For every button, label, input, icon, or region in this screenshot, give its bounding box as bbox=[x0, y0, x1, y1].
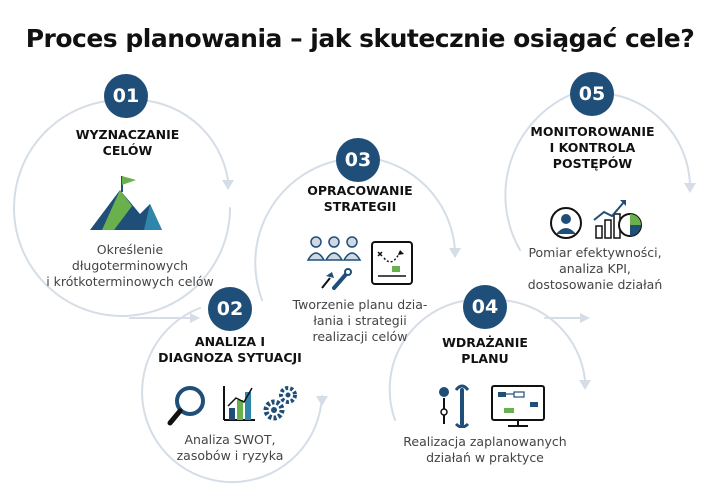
user-icon bbox=[549, 206, 583, 240]
arrow-head-icon bbox=[580, 313, 590, 323]
arrow-head-icon bbox=[579, 380, 591, 390]
step-05-badge: 05 bbox=[570, 72, 614, 116]
heading-line: ANALIZA I bbox=[194, 334, 266, 349]
strategy-board-icon bbox=[370, 240, 414, 286]
description-line: długoterminowych bbox=[71, 258, 189, 273]
step-01-badge: 01 bbox=[104, 74, 148, 118]
heading-line: CELÓW bbox=[102, 143, 153, 158]
heading-line: PLANU bbox=[461, 351, 509, 366]
heading-line: MONITOROWANIE bbox=[530, 124, 655, 139]
step-04-description bbox=[395, 434, 575, 466]
heading-line: WDRAŻANIE bbox=[442, 335, 528, 350]
flowchart-monitor-icon bbox=[490, 384, 546, 428]
step-01-description bbox=[35, 242, 225, 290]
page-title: Proces planowania – jak skutecznie osiągać cele? bbox=[25, 24, 695, 53]
mountain-flag-icon bbox=[88, 172, 164, 234]
bar-chart-icon bbox=[222, 384, 256, 422]
description-line: Analiza SWOT, bbox=[184, 432, 276, 447]
heading-line: WYZNACZANIE bbox=[75, 127, 180, 142]
description-line: Pomiar efektywności, bbox=[528, 245, 662, 260]
heading-line: OPRACOWANIE bbox=[307, 183, 413, 198]
description-line: Określenie bbox=[96, 242, 164, 257]
tools-icon bbox=[318, 266, 352, 292]
arrow-head-icon bbox=[222, 180, 234, 190]
description-line: Realizacja zaplanowanych bbox=[403, 434, 567, 449]
step-01-heading bbox=[40, 127, 215, 159]
step-04-badge: 04 bbox=[463, 285, 507, 329]
arrow-head-icon bbox=[684, 183, 696, 193]
step-02-badge: 02 bbox=[208, 287, 252, 331]
team-icon bbox=[306, 234, 362, 264]
description-line: łania i strategii bbox=[313, 313, 407, 328]
step-03-heading bbox=[285, 183, 435, 215]
step-03-badge: 03 bbox=[336, 138, 380, 182]
description-line: realizacji celów bbox=[312, 329, 408, 344]
description-line: analiza KPI, bbox=[559, 261, 631, 276]
step-05-heading bbox=[520, 124, 665, 172]
description-line: zasobów i ryzyka bbox=[176, 448, 284, 463]
step-05-description bbox=[515, 245, 675, 293]
magnifier-icon bbox=[166, 383, 210, 427]
description-line: Tworzenie planu dzia- bbox=[292, 297, 428, 312]
arrow-head-icon bbox=[316, 396, 328, 406]
description-line: i krótkoterminowych celów bbox=[46, 274, 214, 289]
heading-line: POSTĘPÓW bbox=[552, 156, 633, 171]
gears-icon bbox=[262, 384, 298, 422]
step-04-heading bbox=[420, 335, 550, 367]
heading-line: DIAGNOZA SYTUACJI bbox=[158, 350, 302, 365]
person-tools-icon bbox=[436, 384, 476, 428]
step-02-description bbox=[150, 432, 310, 464]
step-03-description bbox=[282, 297, 438, 345]
arrow-head-icon bbox=[190, 313, 200, 323]
arrow-head-icon bbox=[449, 248, 461, 258]
description-line: działań w praktyce bbox=[426, 450, 544, 465]
heading-line: I KONTROLA bbox=[549, 140, 636, 155]
pie-chart-icon bbox=[617, 212, 643, 238]
description-line: dostosowanie działań bbox=[527, 277, 663, 292]
heading-line: STRATEGII bbox=[323, 199, 397, 214]
